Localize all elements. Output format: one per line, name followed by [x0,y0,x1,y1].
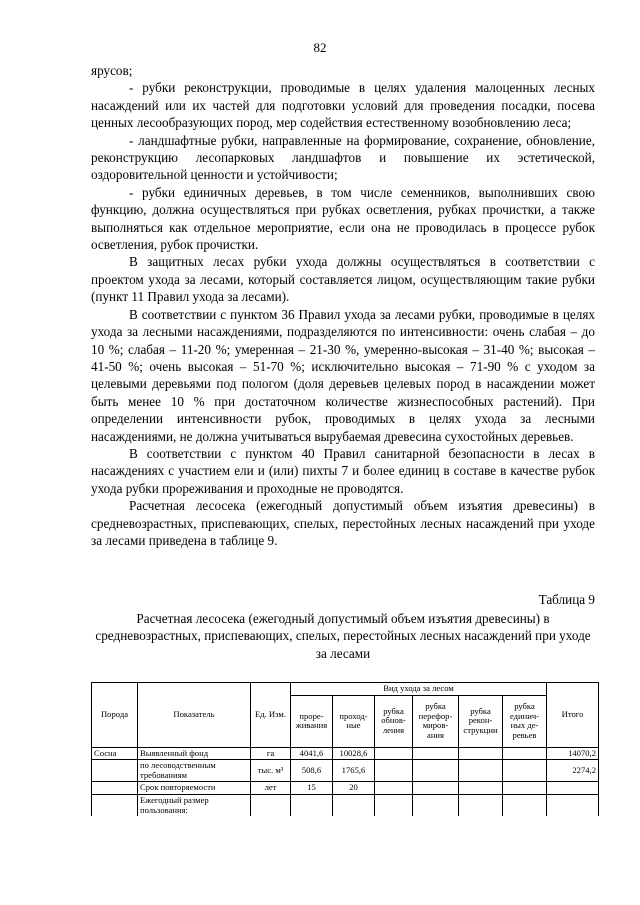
cell-passage: 20 [333,782,375,795]
paragraph: В соответствии с пунктом 36 Правил ухода за лесами рубки, проводимые в целях ухода за лесными насаждениями, подразделяются по интенсивности: очень слабая – до 10 %; слабая – 11-20 %; умеренная – 21-30 %, умеренно-высокая – 31-40 %; высокая – 41-50 %; очень высокая – 51-70 %; исключительно высокая – 71-90 % с уходом за целевыми деревьями под пологом (доля деревьев целевых пород в насаждении может быть менее 10 % при достаточном количестве жизнеспособных растений). При определении интенсивности рубок, проводимых в целях ухода за лесными насаждениями, не должна учитываться вырубаемая древесина сухостойных деревьев. [91,306,595,444]
header-thinning: проре-живания [291,695,333,747]
cell-passage: 10028,6 [333,747,375,760]
paragraph: - рубки единичных деревьев, в том числе семенников, выполнивших свою функцию, должна осуществляться при рубках осветления, рубках прочистки, а также выполняться как отдельное мероприятие, если она не проводилась в процессе рубок осветления, рубок прочистки. [91,184,595,253]
cell-reconstruction [459,760,503,782]
header-indicator: Показатель [138,683,251,748]
table-row [92,747,599,760]
paragraph: ярусов; [91,63,133,78]
cell-single [503,794,547,816]
page-number: 82 [313,40,327,55]
cell-thinning [291,794,333,816]
cell-single [503,760,547,782]
cell-total [547,794,599,816]
cell-unit: лет [251,782,291,795]
cell-single [503,747,547,760]
cell-indicator: Выявленный фонд [138,747,251,760]
cell-renewal [375,760,413,782]
cell-renewal [375,747,413,760]
cell-unit [251,794,291,816]
cell-breed: Сосна [92,747,138,760]
paragraph: - ландшафтные рубки, направленные на формирование, сохранение, обновление, реконструкцию лесопарковых ландшафтов и повышение их эстетической, оздоровительной ценности и устойчивости; [91,132,595,183]
cell-reform [413,782,459,795]
cell-reform [413,760,459,782]
paragraph: В защитных лесах рубки ухода должны осуществляться в соответствии с проектом ухода за лесами, который составляется лицом, осуществляющим такие рубки (пункт 11 Правил ухода за лесами). [91,254,595,305]
cell-breed [92,794,138,816]
header-reconstruction: рубка рекон-струкции [459,695,503,747]
body-text [91,62,595,549]
cell-passage [333,794,375,816]
table-row [92,794,599,816]
cell-reform [413,794,459,816]
cell-indicator: Срок повторяемости [138,782,251,795]
cell-breed [92,760,138,782]
header-reform: рубка перефор-миров-ания [413,695,459,747]
cell-total [547,782,599,795]
header-single-trees: рубка единич-ных де-ревьев [503,695,547,747]
table-row [92,760,599,782]
cell-total: 14070,2 [547,747,599,760]
cell-renewal [375,794,413,816]
table-label: Таблица 9 [538,592,595,607]
cell-renewal [375,782,413,795]
cell-thinning: 4041,6 [291,747,333,760]
header-passage: проход-ные [333,695,375,747]
cell-single [503,782,547,795]
table-row [92,782,599,795]
header-total: Итого [547,683,599,748]
header-breed: Порода [92,683,138,748]
cell-unit: га [251,747,291,760]
cell-reconstruction [459,794,503,816]
table-header-row [92,683,599,696]
cell-passage: 1765,6 [333,760,375,782]
cell-reconstruction [459,782,503,795]
cell-breed [92,782,138,795]
header-renewal: рубка обнов-ления [375,695,413,747]
paragraph: Расчетная лесосека (ежегодный допустимый объем изъятия древесины) в средневозрастных, приспевающих, спелых, перестойных лесных насаждений при уходе за лесами приведена в таблице 9. [91,498,595,548]
cell-indicator: Ежегодный размер пользования: [138,794,251,816]
paragraph: В соответствии с пунктом 40 Правил санитарной безопасности в лесах в насаждениях с участием ели и (или) пихты 7 и более единиц в составе в качестве рубок ухода рубки прореживания и проходные не проводятся. [91,445,595,496]
header-care-type: Вид ухода за лесом [291,683,547,696]
header-unit: Ед. Изм. [251,683,291,748]
cell-reform [413,747,459,760]
cell-reconstruction [459,747,503,760]
cell-thinning: 508,6 [291,760,333,782]
table-caption: Расчетная лесосека (ежегодный допустимый объем изъятия древесины) в средневозрастных, приспевающих, спелых, перестойных лесных насаждений при уходе за лесами [95,611,591,661]
cell-thinning: 15 [291,782,333,795]
paragraph: - рубки реконструкции, проводимые в целях удаления малоценных лесных насаждений или их частей для подготовки условий для проведения посадки, посева ценных лесообразующих пород, мер содействия естественному возобновлению леса; [91,80,595,131]
allowable-cut-table [91,682,599,816]
cell-total: 2274,2 [547,760,599,782]
cell-unit: тыс. м³ [251,760,291,782]
cell-indicator: по лесоводственным требованиям [138,760,251,782]
